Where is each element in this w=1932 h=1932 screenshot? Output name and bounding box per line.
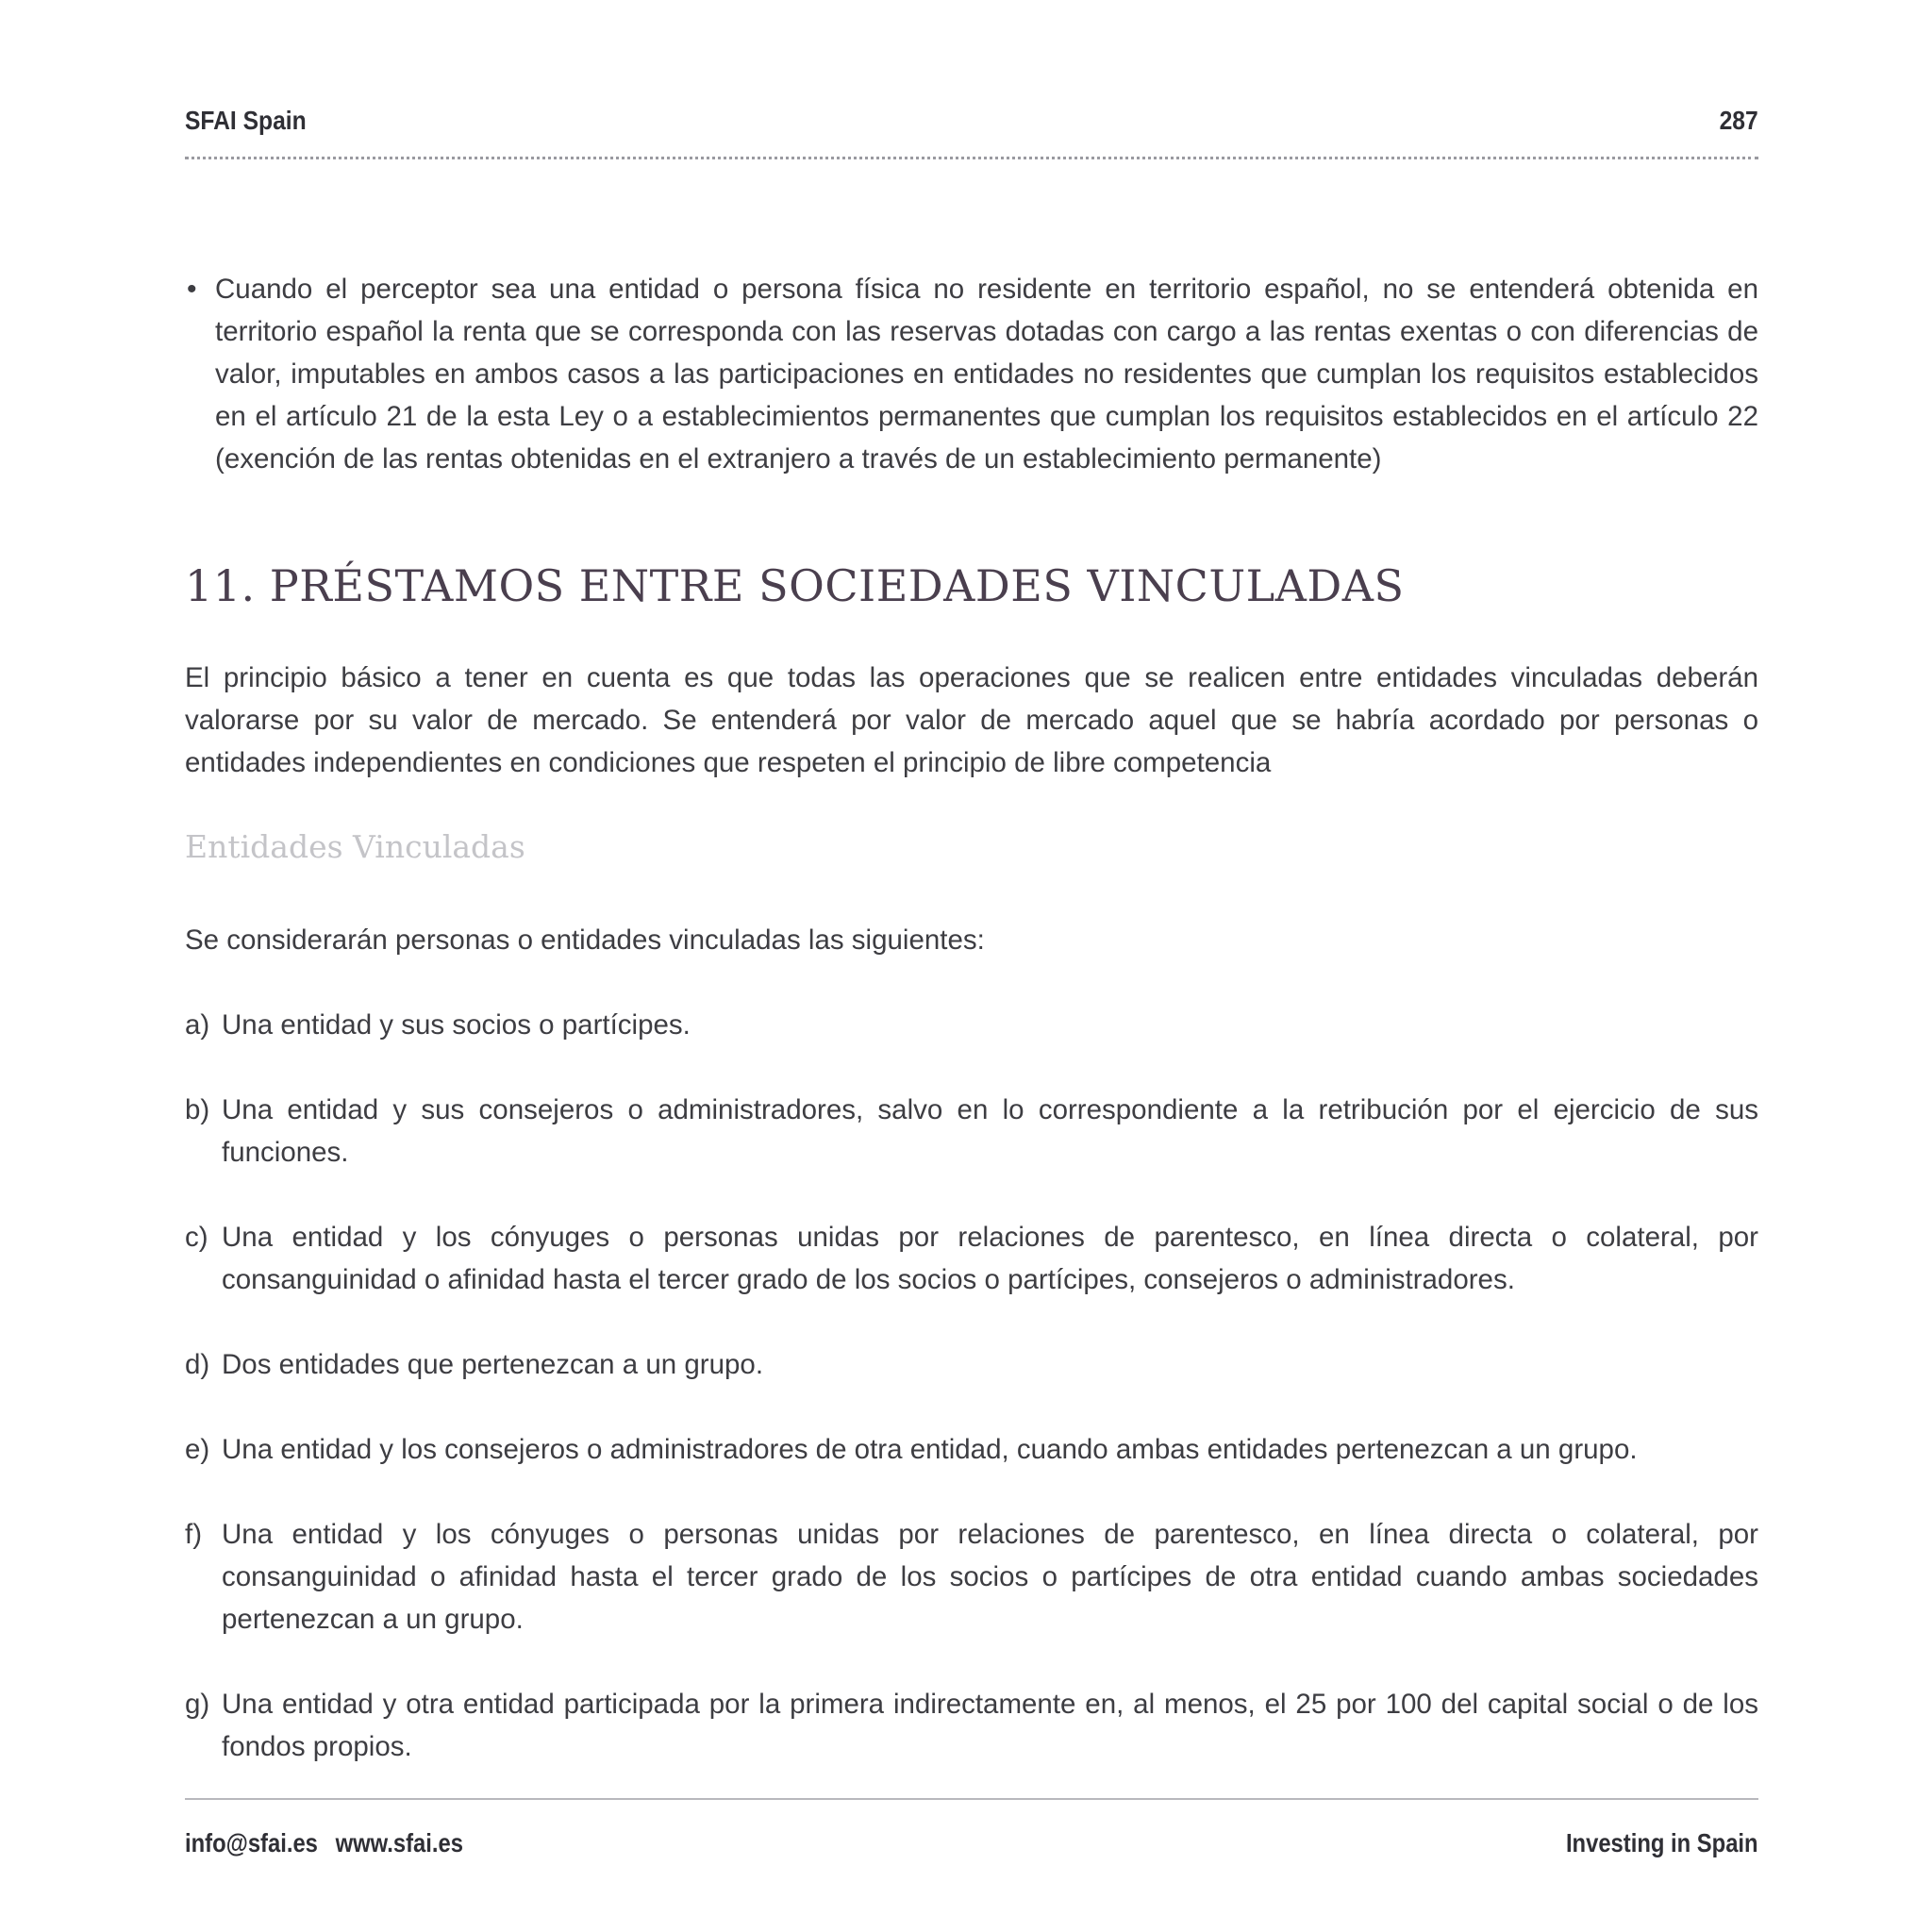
header-title: SFAI Spain bbox=[185, 106, 307, 135]
list-item bbox=[185, 1428, 1758, 1471]
list-marker: f) bbox=[185, 1519, 203, 1550]
list-item-text: Una entidad y sus socios o partícipes. bbox=[222, 1009, 691, 1041]
page-number: 287 bbox=[1719, 106, 1758, 135]
bullet-icon: • bbox=[187, 274, 197, 305]
list-item-text: Una entidad y otra entidad participada por la primera indirectamente en, al menos, el 25 por 100 del capital social o de los fondos propios. bbox=[222, 1689, 1758, 1762]
footer-divider bbox=[185, 1798, 1758, 1800]
list-item bbox=[185, 1513, 1758, 1641]
footer-website-link[interactable]: www.sfai.es bbox=[335, 1828, 463, 1857]
list-marker: a) bbox=[185, 1009, 210, 1041]
document-page bbox=[185, 0, 1758, 1932]
section-title: 11. PRÉSTAMOS ENTRE SOCIEDADES VINCULADAS bbox=[185, 560, 1405, 611]
subheading: Entidades Vinculadas bbox=[185, 828, 525, 865]
list-item-text: Una entidad y los cónyuges o personas unidas por relaciones de parentesco, en línea directa o colateral, por consanguinidad o afinidad hasta el tercer grado de los socios o partícipes, consejeros o administradores. bbox=[222, 1222, 1758, 1295]
list-item-text: Una entidad y los consejeros o administradores de otra entidad, cuando ambas entidades pertenezcan a un grupo. bbox=[222, 1434, 1638, 1465]
list-item-text: Una entidad y sus consejeros o administradores, salvo en lo correspondiente a la retribución por el ejercicio de sus funciones. bbox=[222, 1094, 1758, 1168]
footer-contact bbox=[185, 1828, 463, 1858]
running-header bbox=[185, 106, 1570, 143]
footer-title: Investing in Spain bbox=[1566, 1828, 1758, 1857]
list-marker: c) bbox=[185, 1222, 208, 1253]
list-item bbox=[185, 1089, 1758, 1174]
list-item-text: Dos entidades que pertenezcan a un grupo. bbox=[222, 1349, 764, 1380]
list-marker: g) bbox=[185, 1689, 210, 1720]
list-lead: Se considerarán personas o entidades vinculadas las siguientes: bbox=[185, 924, 985, 956]
list-marker: e) bbox=[185, 1434, 210, 1465]
related-entities-list bbox=[185, 1004, 1758, 1810]
list-item bbox=[185, 1004, 1758, 1046]
bullet-text: Cuando el perceptor sea una entidad o persona física no residente en territorio español, no se entenderá obtenida en territorio español la renta que se corresponda con las reservas dotadas con cargo a las rentas exentas o con diferencias de valor, imputables en ambos casos a las participaciones en entidades no residentes que cumplan los requisitos establecidos en el artículo 21 de la esta Ley o a establecimientos permanentes que cumplan los requisitos establecidos en el artículo 22 (exención de las rentas obtenidas en el extranjero a través de un establecimiento permanente) bbox=[215, 274, 1758, 475]
list-item bbox=[185, 1216, 1758, 1301]
list-marker: d) bbox=[185, 1349, 210, 1380]
list-item bbox=[185, 1683, 1758, 1768]
list-item bbox=[185, 1343, 1758, 1386]
list-marker: b) bbox=[185, 1094, 210, 1125]
header-divider bbox=[185, 157, 1758, 159]
list-item-text: Una entidad y los cónyuges o personas unidas por relaciones de parentesco, en línea directa o colateral, por consanguinidad o afinidad hasta el tercer grado de los socios o partícipes de otra entidad cuando ambas sociedades pertenezcan a un grupo. bbox=[222, 1519, 1758, 1635]
bullet-item bbox=[185, 268, 1758, 480]
intro-paragraph: El principio básico a tener en cuenta es que todas las operaciones que se realicen entre entidades vinculadas deberán valorarse por su valor de mercado. Se entenderá por valor de mercado aquel que se habría acordado por personas o entidades independientes en condiciones que respeten el principio de libre competencia bbox=[185, 662, 1758, 778]
footer-email-link[interactable]: info@sfai.es bbox=[185, 1828, 318, 1857]
bullet-list bbox=[185, 268, 1758, 480]
